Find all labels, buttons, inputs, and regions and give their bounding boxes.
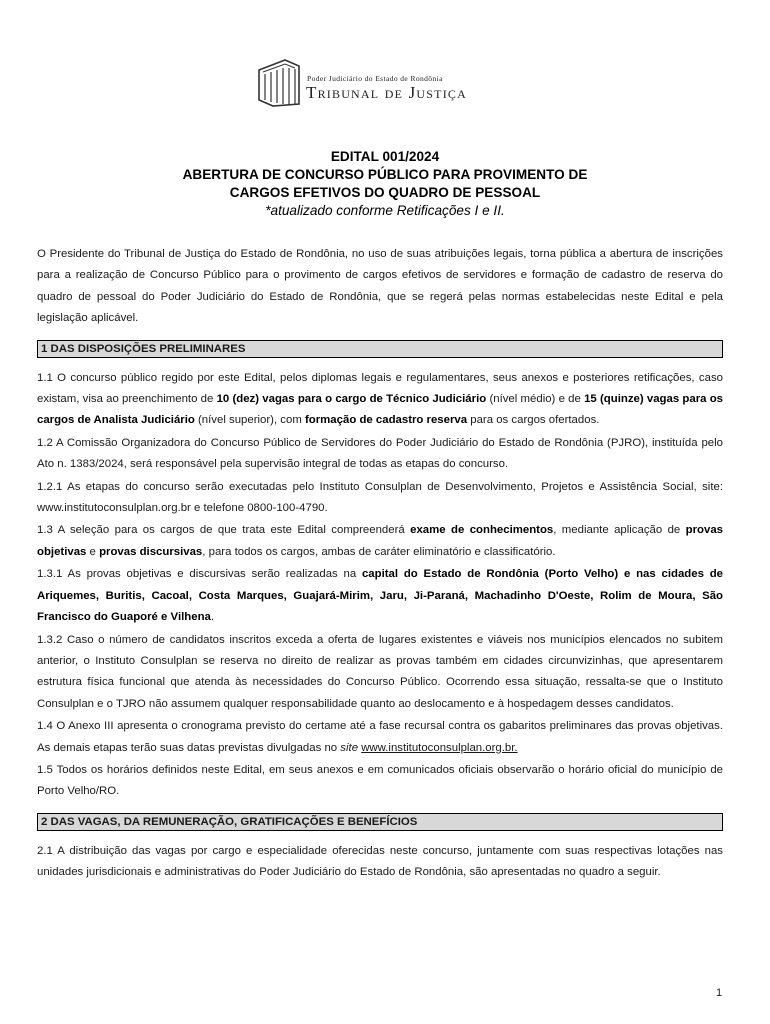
document-body xyxy=(37,244,723,884)
bold-run: provas discursivas xyxy=(99,545,203,558)
section-1-heading: 1 DAS DISPOSIÇÕES PRELIMINARES xyxy=(37,340,723,358)
text-run: (nível superior), com xyxy=(194,414,305,427)
text-run: (nível médio) e de xyxy=(486,393,585,406)
bold-run: 15 (quinze) vagas para os cargos de Analista Judiciário xyxy=(37,393,724,427)
text-run: e xyxy=(86,545,100,558)
text-run: . xyxy=(210,611,215,624)
bold-run: 10 (dez) vagas para o cargo de Técnico Judiciário xyxy=(216,393,487,406)
logo-org-name: Tribunal de Justiça xyxy=(306,83,467,102)
paragraph-1-2: 1.2 A Comissão Organizadora do Concurso Público de Servidores do Poder Judiciário do Estado de Rondônia (PJRO), instituída pelo Ato n. 1383/2024, será responsável pela supervisão integral de todas as etapas do concurso. xyxy=(37,436,723,471)
paragraph-1-4 xyxy=(37,716,723,759)
paragraph-1-5: 1.5 Todos os horários definidos neste Edital, em seus anexos e em comunicados oficiais observarão o horário oficial do município de Porto Velho/RO. xyxy=(37,763,723,798)
tribunal-logo xyxy=(255,56,525,110)
paragraph-1-3-2: 1.3.2 Caso o número de candidatos inscritos exceda a oferta de lugares existentes e viáveis nos municípios elencados no subitem anterior, o Instituto Consulplan se reserva no direito de realizar as provas também em cidades circunvizinhas, que apresentarem estrutura física funcional que atenda às necessidades do Concurso Público. Ocorrendo essa situação, ressalta-se que o Instituto Consulplan e o TJRO não assumem qualquer responsabilidade quanto ao deslocamento e à hospedagem desses candidatos. xyxy=(37,633,723,710)
edital-title-block xyxy=(40,148,730,220)
bold-run: provas objetivas xyxy=(37,524,724,558)
logo-org-line: Poder Judiciário do Estado de Rondônia xyxy=(307,74,443,83)
bold-run: formação de cadastro reserva xyxy=(305,414,468,427)
italic-run: site xyxy=(340,741,359,754)
text-run: , mediante aplicação de xyxy=(553,524,686,537)
paragraph-1-1 xyxy=(37,368,723,432)
courthouse-emblem-icon xyxy=(255,56,303,108)
paragraph-2-1: 2.1 A distribuição das vagas por cargo e especialidade oferecidas neste concurso, juntamente com suas respectivas lotações nas unidades jurisdicionais e administrativas do Poder Judiciário do Estado de Rondônia, são apresentadas no quadro a seguir. xyxy=(37,844,723,879)
edital-title-line-1: ABERTURA DE CONCURSO PÚBLICO PARA PROVIMENTO DE xyxy=(182,167,588,182)
bold-run: capital do Estado de Rondônia (Porto Velho) e nas cidades de Ariquemes, Buritis, Cacoal, Costa Marques, Guajará-Mirim, Jaru, Ji-Paraná, Machadinho D'Oeste, Rolim de Moura, São Francisco do Guaporé e Vilhena xyxy=(37,568,723,624)
paragraph-1-3-1 xyxy=(37,564,723,628)
paragraph-1-3 xyxy=(37,520,723,563)
section-2-heading: 2 DAS VAGAS, DA REMUNERAÇÃO, GRATIFICAÇÕES E BENEFÍCIOS xyxy=(37,813,723,831)
intro-paragraph: O Presidente do Tribunal de Justiça do Estado de Rondônia, no uso de suas atribuições legais, torna pública a abertura de inscrições para a realização de Concurso Público para o provimento de cargos efetivos de servidores e formação de cadastro de reserva do quadro de pessoal do Poder Judiciário do Estado de Rondônia, que se regerá pelas normas estabelecidas neste Edital e pela legislação aplicável. xyxy=(37,248,723,325)
text-run: 1.3.1 As provas objetivas e discursivas serão realizadas na xyxy=(37,568,362,581)
edital-title-line-2: CARGOS EFETIVOS DO QUADRO DE PESSOAL xyxy=(229,185,541,200)
consulplan-site-link[interactable]: www.institutoconsulplan.org.br. xyxy=(361,741,518,754)
text-run: para os cargos ofertados. xyxy=(467,414,600,427)
text-run: 1.1 O concurso público regido por este Edital, pelos diplomas legais e regulamentares, seus anexos e posteriores retificações, caso existam, visa ao preenchimento de xyxy=(37,371,723,406)
paragraph-1-2-1: 1.2.1 As etapas do concurso serão executadas pelo Instituto Consulplan de Desenvolvimento, Projetos e Assistência Social, site: www.institutoconsulplan.org.br e telefone 0800-100-4790. xyxy=(37,480,723,515)
page-number: 1 xyxy=(716,987,723,999)
text-run: , para todos os cargos, ambas de caráter eliminatório e classificatório. xyxy=(202,545,556,558)
edital-update-note: *atualizado conforme Retificações I e II. xyxy=(265,203,505,218)
text-run: 1.3 A seleção para os cargos de que trata este Edital compreenderá xyxy=(37,524,411,537)
text-run: 1.4 O Anexo III apresenta o cronograma previsto do certame até a fase recursal contra os gabaritos preliminares das provas objetivas. As demais etapas terão suas datas previstas divulgadas no xyxy=(37,720,723,754)
edital-number: EDITAL 001/2024 xyxy=(330,149,440,164)
bold-run: exame de conhecimentos xyxy=(410,524,554,537)
